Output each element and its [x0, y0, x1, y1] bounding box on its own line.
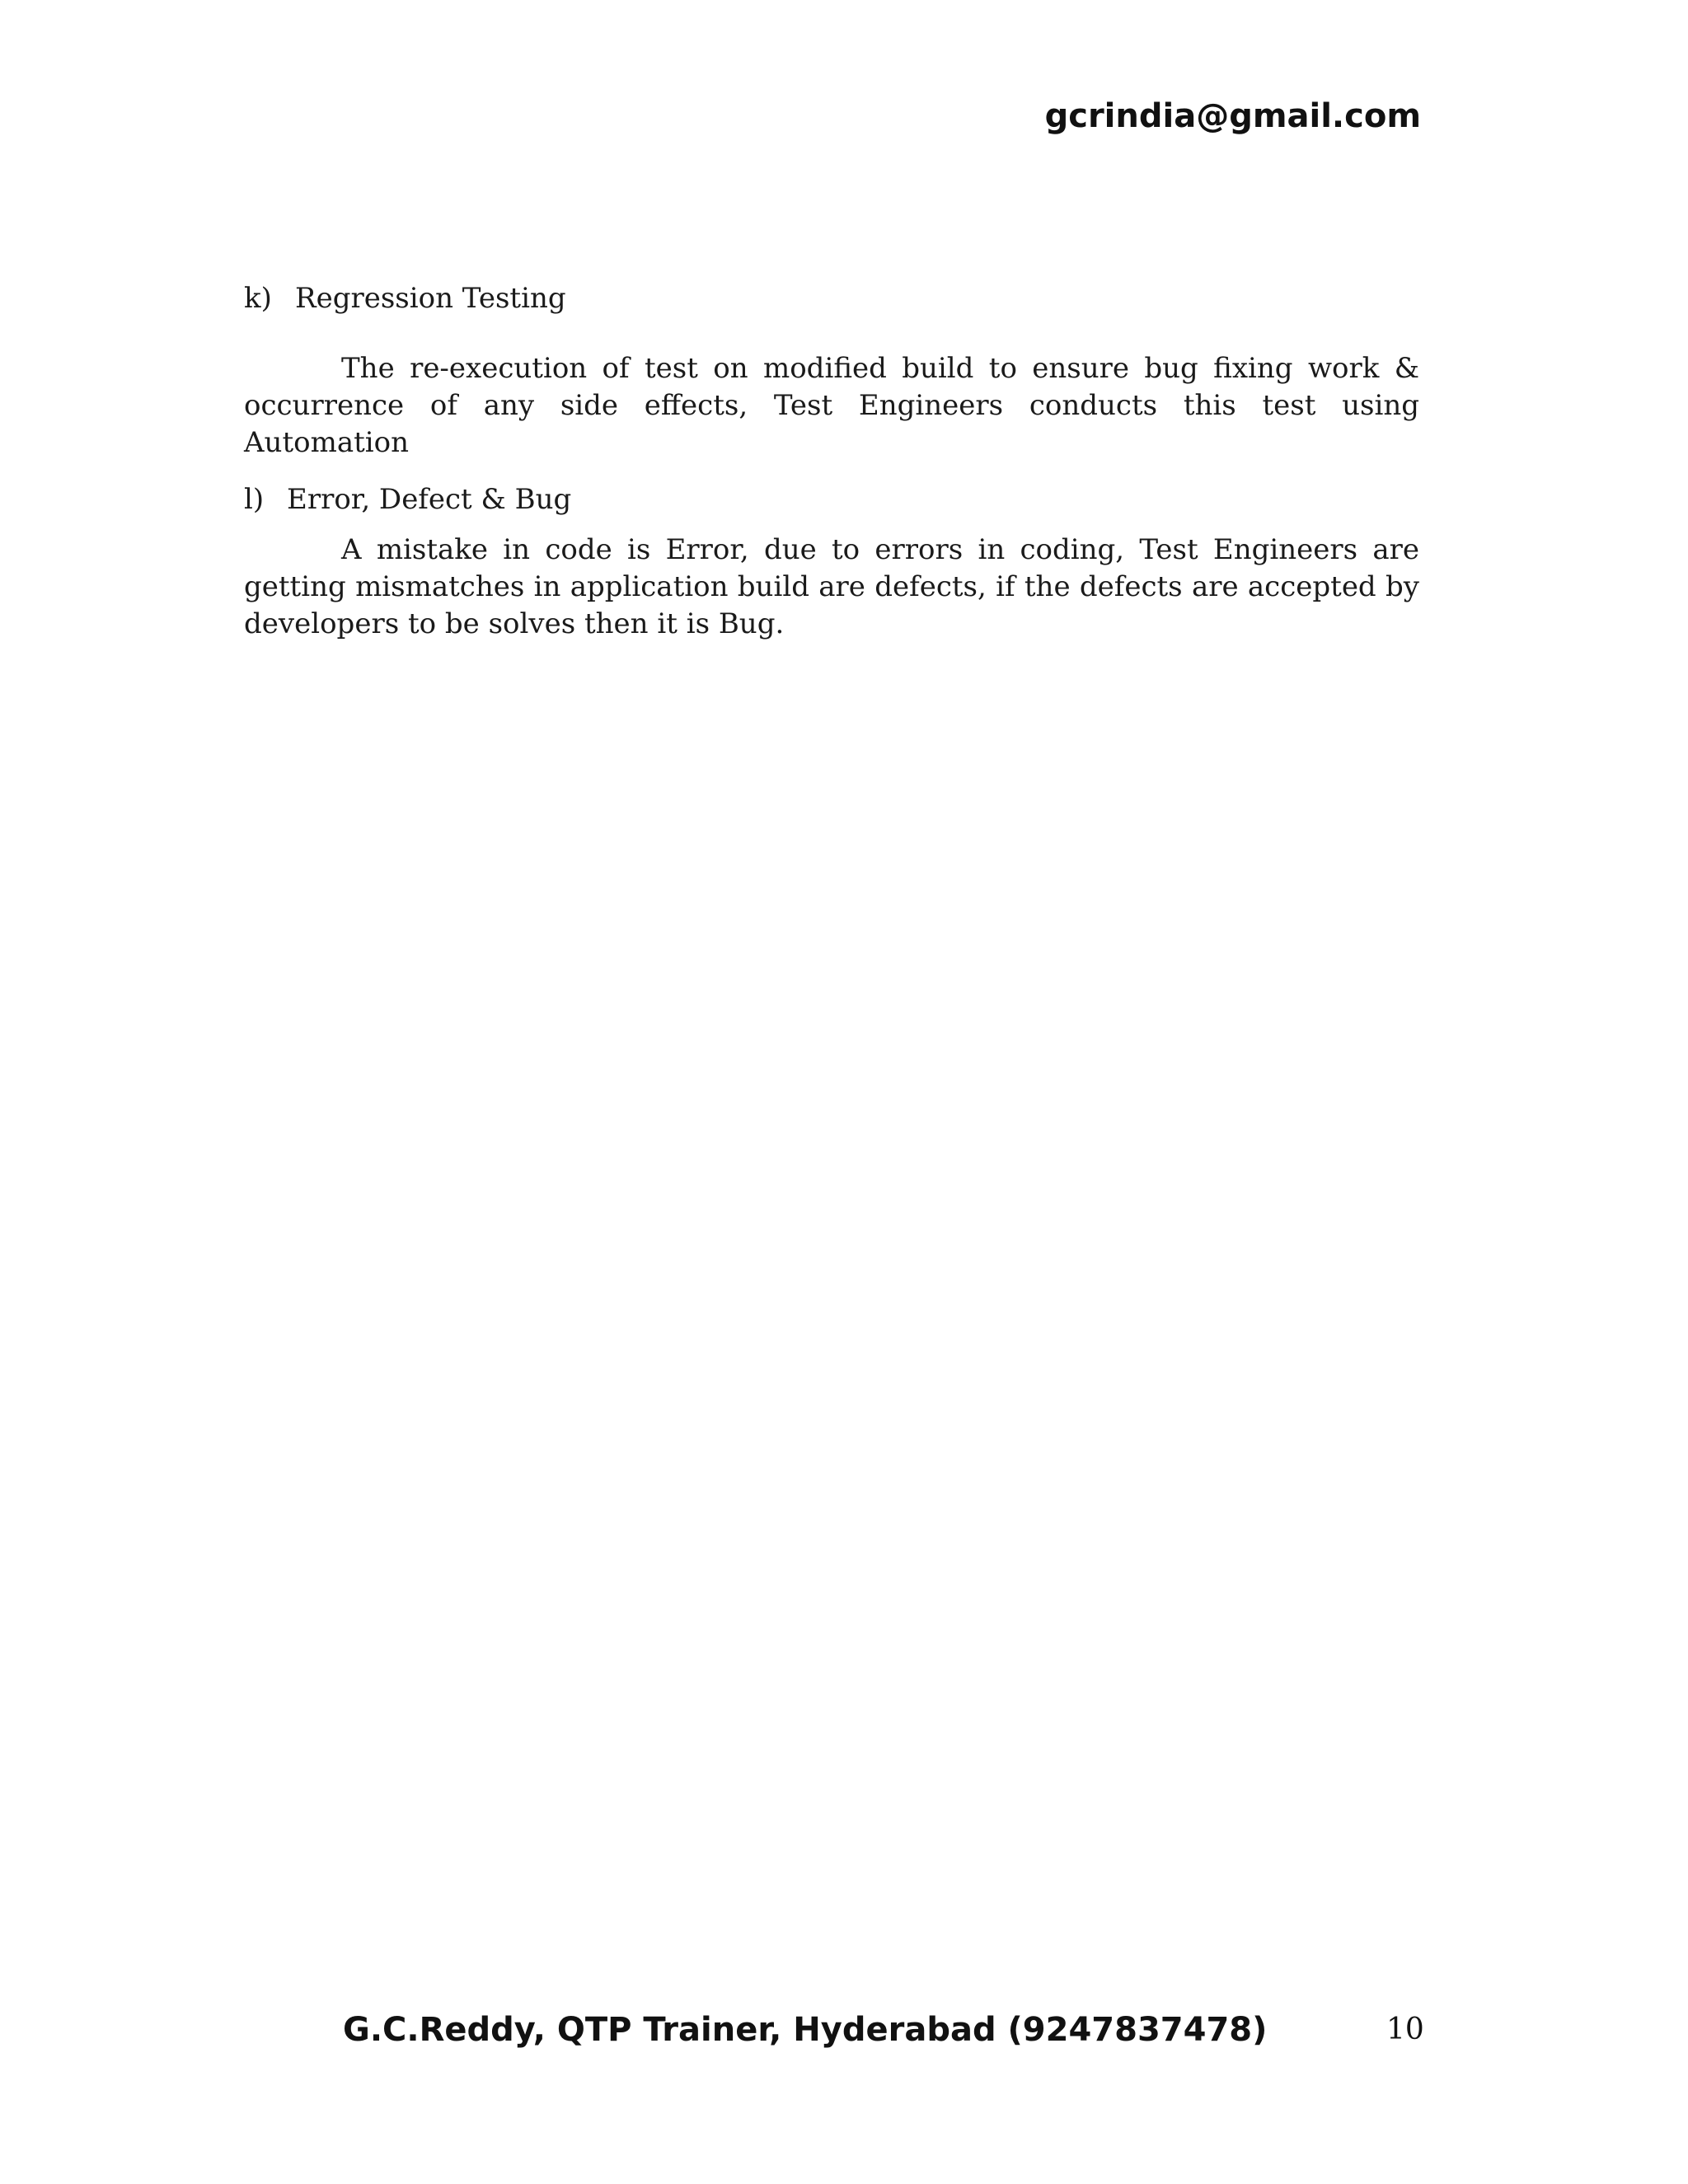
header-email: gcrindia@gmail.com — [1044, 97, 1421, 135]
list-marker: l) — [244, 483, 265, 516]
section-heading-error-defect-bug — [244, 481, 1419, 518]
list-marker: k) — [244, 282, 272, 315]
section-title: Regression Testing — [295, 282, 566, 315]
section-heading-regression-testing — [244, 280, 1419, 317]
footer-author-line: G.C.Reddy, QTP Trainer, Hyderabad (9247837478) — [343, 2011, 1268, 2049]
page-number: 10 — [1386, 2013, 1424, 2046]
section-paragraph-regression-testing: The re-execution of test on modified build to ensure bug fixing work & occurrence of any side effects, Test Engineers conducts this test using Automation — [244, 352, 1419, 459]
document-body — [244, 272, 1419, 643]
section-paragraph-error-defect-bug: A mistake in code is Error, due to errors in coding, Test Engineers are getting mismatches in application build are defects, if the defects are accepted by developers to be solves then it is Bug. — [244, 533, 1419, 640]
section-title: Error, Defect & Bug — [287, 483, 572, 516]
